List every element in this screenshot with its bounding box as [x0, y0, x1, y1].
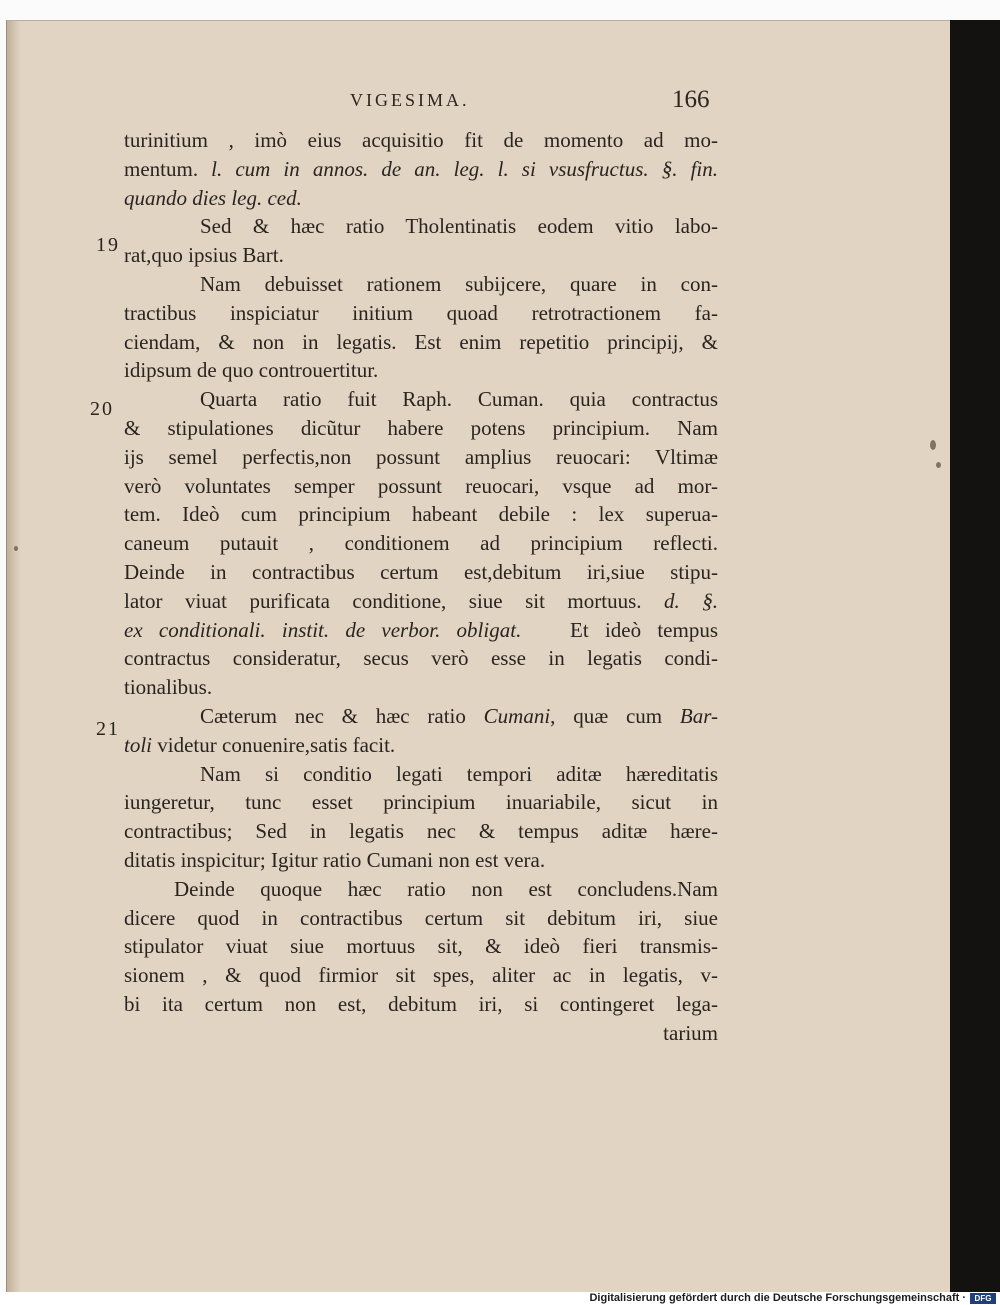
author-name: Bar- [679, 703, 718, 728]
text-run: lator viuat purificata conditione, siue sit mortuus. [124, 588, 665, 613]
text-line [124, 616, 718, 645]
digitization-credit: Digitalisierung gefördert durch die Deutsche Forschungsgemeinschaft · [589, 1292, 966, 1304]
body-text [124, 126, 718, 1048]
text-line: iungeretur, tunc esset principium inuariabile, sicut in [124, 790, 718, 815]
text-line: dicere quod in contractibus certum sit debitum iri, siue [124, 905, 718, 930]
page-edge [7, 21, 21, 1293]
text-line: Nam si conditio legati tempori aditæ hæreditatis [200, 761, 718, 786]
text-line: Deinde in contractibus certum est,debitum iri,siue stipu- [124, 559, 718, 584]
text-line [124, 155, 718, 184]
text-line: ijs semel perfectis,non possunt amplius reuocari: Vltimæ [124, 444, 718, 469]
text-line: ciendam, & non in legatis. Est enim repetitio principij, & [124, 329, 718, 354]
citation: d. §. [664, 588, 719, 613]
text-run: mentum. [124, 156, 212, 181]
running-head: VIGESIMA. [350, 90, 470, 110]
text-line: turinitium , imò eius acquisitio fit de momento ad mo- [124, 128, 718, 152]
text-line: contractus consideratur, secus verò esse in legatis condi- [124, 646, 718, 671]
text-line: contractibus; Sed in legatis nec & tempus aditæ hære- [124, 819, 718, 844]
page-number: 166 [672, 86, 710, 113]
text-line: tractibus inspiciatur initium quoad retrotractionem fa- [124, 300, 718, 325]
text-run: Cæterum nec & hæc ratio [200, 703, 484, 728]
paper-speck [936, 462, 941, 468]
text-run: , quæ cum [550, 703, 680, 728]
text-line [124, 587, 718, 616]
catchword: tarium [663, 1020, 718, 1045]
citation: ex conditionali. instit. de verbor. obligat. [124, 617, 522, 642]
text-line: tionalibus. [124, 675, 213, 700]
text-line [124, 702, 718, 731]
text-line: Nam debuisset rationem subijcere, quare in con- [200, 271, 718, 296]
dfg-logo: DFG [970, 1293, 996, 1304]
author-name: Cumani [483, 703, 551, 728]
margin-number-21: 21 [96, 718, 120, 740]
text-run: videtur conuenire,satis facit. [152, 732, 396, 757]
margin-number-19: 19 [96, 234, 120, 256]
margin-number-20: 20 [90, 398, 114, 420]
text-line: Sed & hæc ratio Tholentinatis eodem vitio labo- [200, 214, 718, 239]
scan-shadow [950, 20, 1000, 1292]
text-line: verò voluntates semper possunt reuocari, vsque ad mor- [124, 473, 718, 498]
text-line: tem. Ideò cum principium habeant debile : lex superua- [124, 502, 718, 527]
author-name: toli [124, 732, 153, 757]
text-line: rat,quo ipsius Bart. [124, 243, 284, 268]
text-line: & stipulationes dicũtur habere potens principium. Nam [124, 415, 718, 440]
text-line: idipsum de quo controuertitur. [124, 358, 379, 383]
text-run: Et ideò tempus [570, 617, 719, 642]
text-line [124, 731, 718, 760]
text-line: sionem , & quod firmior sit spes, aliter ac in legatis, v- [124, 963, 718, 988]
paper-speck [14, 546, 18, 551]
text-line: Quarta ratio fuit Raph. Cuman. quia contractus [200, 387, 718, 412]
paper-speck [930, 440, 936, 450]
text-line: caneum putauit , conditionem ad principium reflecti. [124, 531, 718, 556]
citation: quando dies leg. ced. [124, 185, 302, 210]
text-line: ditatis inspicitur; Igitur ratio Cumani non est vera. [124, 847, 546, 872]
text-line: stipulator viuat siue mortuus sit, & ideò fieri transmis- [124, 934, 718, 959]
text-line: Deinde quoque hæc ratio non est concludens.Nam [174, 876, 718, 901]
citation: l. cum in annos. de an. leg. l. si vsusfructus. §. fin. [211, 156, 718, 181]
text-line: bi ita certum non est, debitum iri, si contingeret lega- [124, 991, 718, 1016]
